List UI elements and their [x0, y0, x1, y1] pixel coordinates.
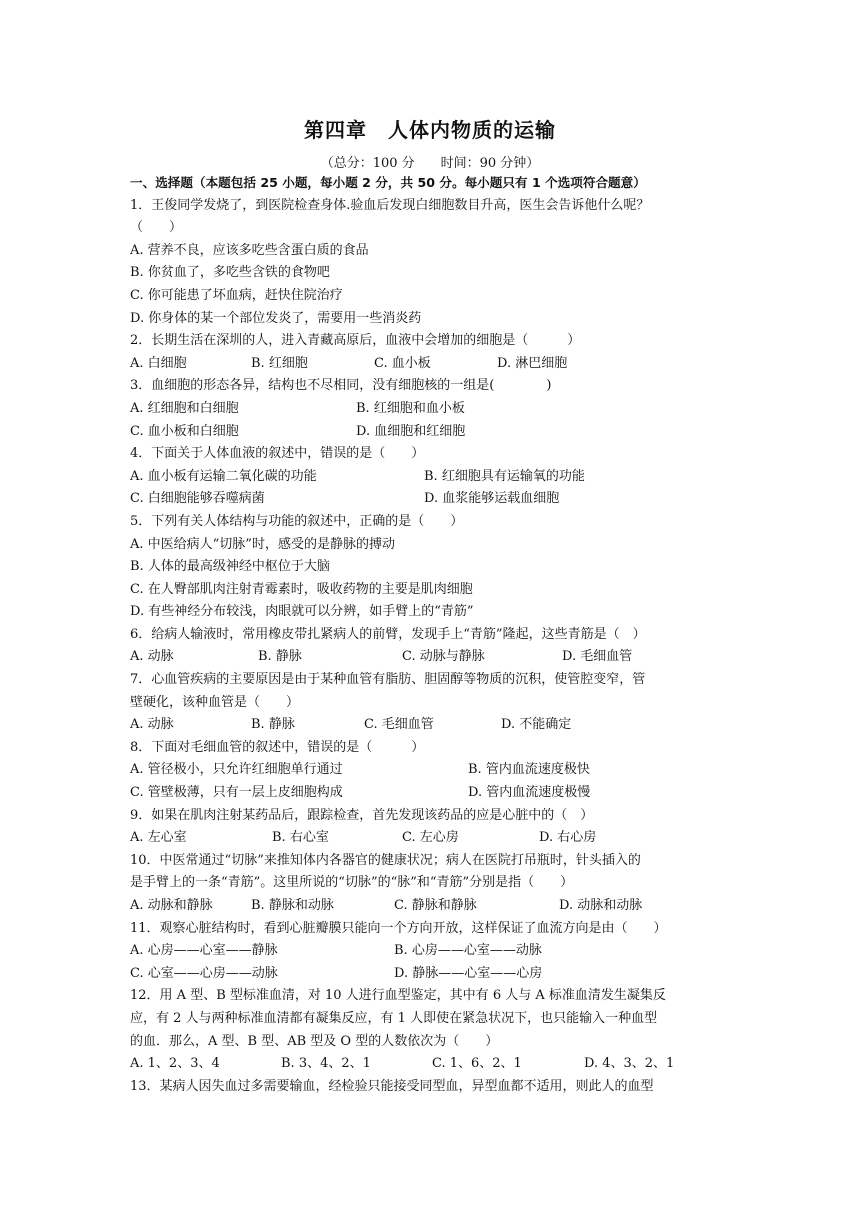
option-b: B. 管内血流速度极快 — [468, 762, 590, 778]
option-row — [130, 759, 734, 782]
option-b: B. 你贫血了，多吃些含铁的食物吧 — [130, 265, 330, 281]
option-row — [130, 782, 734, 805]
option-a: A. 红细胞和白细胞 — [130, 400, 239, 416]
option-b: B. 静脉和动脉 — [251, 898, 334, 913]
option-b: B. 3、4、2、1 — [281, 1056, 371, 1072]
exam-content — [130, 172, 734, 1098]
question-6 — [130, 624, 734, 669]
question-13 — [130, 1076, 734, 1099]
option-c: C. 左心房 — [402, 830, 459, 846]
option-row — [130, 421, 734, 444]
option-d: D. 不能确定 — [501, 717, 572, 733]
question-5 — [130, 511, 734, 624]
option-c: C. 毛细血管 — [364, 717, 434, 733]
option-row — [130, 714, 734, 737]
question-text: 8．下面对毛细血管的叙述中，错误的是（ ） — [130, 739, 425, 755]
option-a: A. 白细胞 — [130, 355, 187, 371]
question-text: 10．中医常通过“切脉”来推知体内各器官的健康状况；病人在医院打吊瓶时，针头插入的 — [130, 852, 641, 868]
option-d: D. 右心房 — [539, 830, 597, 846]
option-row — [130, 940, 734, 963]
option-c: C. 白细胞能够吞噬病菌 — [130, 491, 265, 507]
option-d: D. 静脉——心室——心房 — [394, 965, 543, 981]
option-a: A. 中医给病人“切脉”时，感受的是静脉的搏动 — [130, 536, 395, 552]
option-a: A. 营养不良，应该多吃些含蛋白质的食品 — [130, 242, 369, 258]
question-8 — [130, 737, 734, 805]
option-a: A. 心房——心室——静脉 — [130, 943, 278, 959]
option-row — [130, 895, 734, 918]
option-d: D. 4、3、2、1 — [584, 1056, 675, 1072]
question-text: 2．长期生活在深圳的人，进入青藏高原后，血液中会增加的细胞是（ ） — [130, 333, 581, 349]
option-row — [130, 398, 734, 421]
question-text: 13．某病人因失血过多需要输血，经检验只能接受同型血，异型血都不适用，则此人的血型 — [130, 1078, 654, 1094]
option-a: A. 管径极小，只允许红细胞单行通过 — [130, 762, 343, 778]
question-4 — [130, 443, 734, 511]
question-12 — [130, 985, 734, 1075]
option-b: B. 心房——心室——动脉 — [394, 943, 542, 959]
question-9 — [130, 805, 734, 850]
option-c: C. 血小板 — [374, 355, 431, 371]
question-text: （ ） — [130, 220, 183, 236]
option-d: D. 淋巴细胞 — [497, 355, 568, 371]
question-text: 11．观察心脏结构时，看到心脏瓣膜只能向一个方向开放，这样保证了血流方向是由（ ） — [130, 920, 667, 936]
option-c: C. 血小板和白细胞 — [130, 423, 239, 439]
question-text: 4．下面关于人体血液的叙述中，错误的是（ ） — [130, 446, 425, 462]
option-a: A. 1、2、3、4 — [130, 1056, 220, 1072]
section-heading: 一、选择题（本题包括 25 小题，每小题 2 分，共 50 分。每小题只有 1 个选项符合题意） — [130, 175, 646, 190]
question-text: 12．用 A 型、B 型标准血清，对 10 人进行血型鉴定，其中有 6 人与 A 标准血清发生凝集反 — [130, 988, 666, 1004]
option-a: A. 左心室 — [130, 830, 187, 846]
page-title: 第四章 人体内物质的运输 — [304, 118, 556, 142]
option-d: D. 有些神经分布较浅，肉眼就可以分辨，如手臂上的“青筋” — [130, 604, 474, 620]
question-text: 是手臂上的一条“青筋”。这里所说的“切脉”的“脉”和“青筋”分别是指（ ） — [130, 875, 574, 891]
option-c: C. 在人臀部肌肉注射青霉素时，吸收药物的主要是肌肉细胞 — [130, 581, 473, 597]
option-c: C. 动脉与静脉 — [402, 649, 485, 665]
question-3 — [130, 375, 734, 443]
option-c: C. 你可能患了坏血病，赶快住院治疗 — [130, 287, 343, 303]
question-text: 9．如果在肌肉注射某药品后，跟踪检查，首先发现该药品的应是心脏中的（ ） — [130, 807, 594, 823]
option-d: D. 毛细血管 — [562, 649, 633, 665]
question-text: 3．血细胞的形态各异，结构也不尽相同，没有细胞核的一组是( ) — [130, 378, 552, 394]
question-7 — [130, 669, 734, 737]
option-d: D. 管内血流速度极慢 — [468, 785, 591, 801]
option-d: D. 你身体的某一个部位发炎了，需要用一些消炎药 — [130, 310, 422, 326]
option-row — [130, 353, 734, 376]
option-a: A. 动脉 — [130, 649, 174, 665]
question-text: 1．王俊同学发烧了，到医院检查身体.验血后发现白细胞数目升高，医生会告诉他什么呢？ — [130, 197, 650, 213]
option-b: B. 红细胞 — [251, 355, 308, 371]
question-text: 7．心血管疾病的主要原因是由于某种血管有脂肪、胆固醇等物质的沉积，使管腔变窄，管 — [130, 672, 646, 688]
option-c: C. 管壁极薄，只有一层上皮细胞构成 — [130, 785, 343, 801]
option-b: B. 静脉 — [251, 717, 295, 733]
question-text: 应，有 2 人与两种标准血清都有凝集反应，有 1 人即使在紧急状况下，也只能输入一种血型 — [130, 1010, 658, 1026]
option-c: C. 1、6、2、1 — [432, 1056, 522, 1072]
option-b: B. 红细胞和血小板 — [356, 400, 465, 416]
question-10 — [130, 850, 734, 918]
question-text: 壁硬化，该种血管是（ ） — [130, 694, 300, 710]
question-text: 的血．那么，A 型、B 型、AB 型及 O 型的人数依次为（ ） — [130, 1033, 499, 1049]
option-b: B. 静脉 — [258, 649, 302, 665]
exam-info: （总分：100 分 时间：90 分钟） — [320, 156, 540, 171]
question-text: 5．下列有关人体结构与功能的叙述中，正确的是（ ） — [130, 513, 464, 529]
option-c: C. 心室——心房——动脉 — [130, 965, 278, 981]
question-1 — [130, 195, 734, 331]
option-d: D. 动脉和动脉 — [559, 898, 643, 913]
option-row — [130, 1053, 734, 1076]
option-row — [130, 488, 734, 511]
option-d: D. 血细胞和红细胞 — [356, 423, 466, 439]
option-b: B. 右心室 — [272, 830, 329, 846]
option-a: A. 动脉 — [130, 717, 174, 733]
option-row — [130, 827, 734, 850]
option-row — [130, 963, 734, 986]
option-d: D. 血浆能够运载血细胞 — [424, 491, 560, 507]
question-text: 6．给病人输液时，常用橡皮带扎紧病人的前臂，发现手上“青筋”隆起，这些青筋是（ ） — [130, 626, 646, 642]
option-row — [130, 646, 734, 669]
option-a: A. 血小板有运输二氧化碳的功能 — [130, 468, 317, 484]
option-row — [130, 466, 734, 489]
option-a: A. 动脉和静脉 — [130, 898, 213, 913]
option-b: B. 红细胞具有运输氧的功能 — [424, 468, 585, 484]
question-2 — [130, 330, 734, 375]
option-b: B. 人体的最高级神经中枢位于大脑 — [130, 559, 330, 575]
option-c: C. 静脉和静脉 — [394, 898, 477, 913]
question-11 — [130, 918, 734, 986]
